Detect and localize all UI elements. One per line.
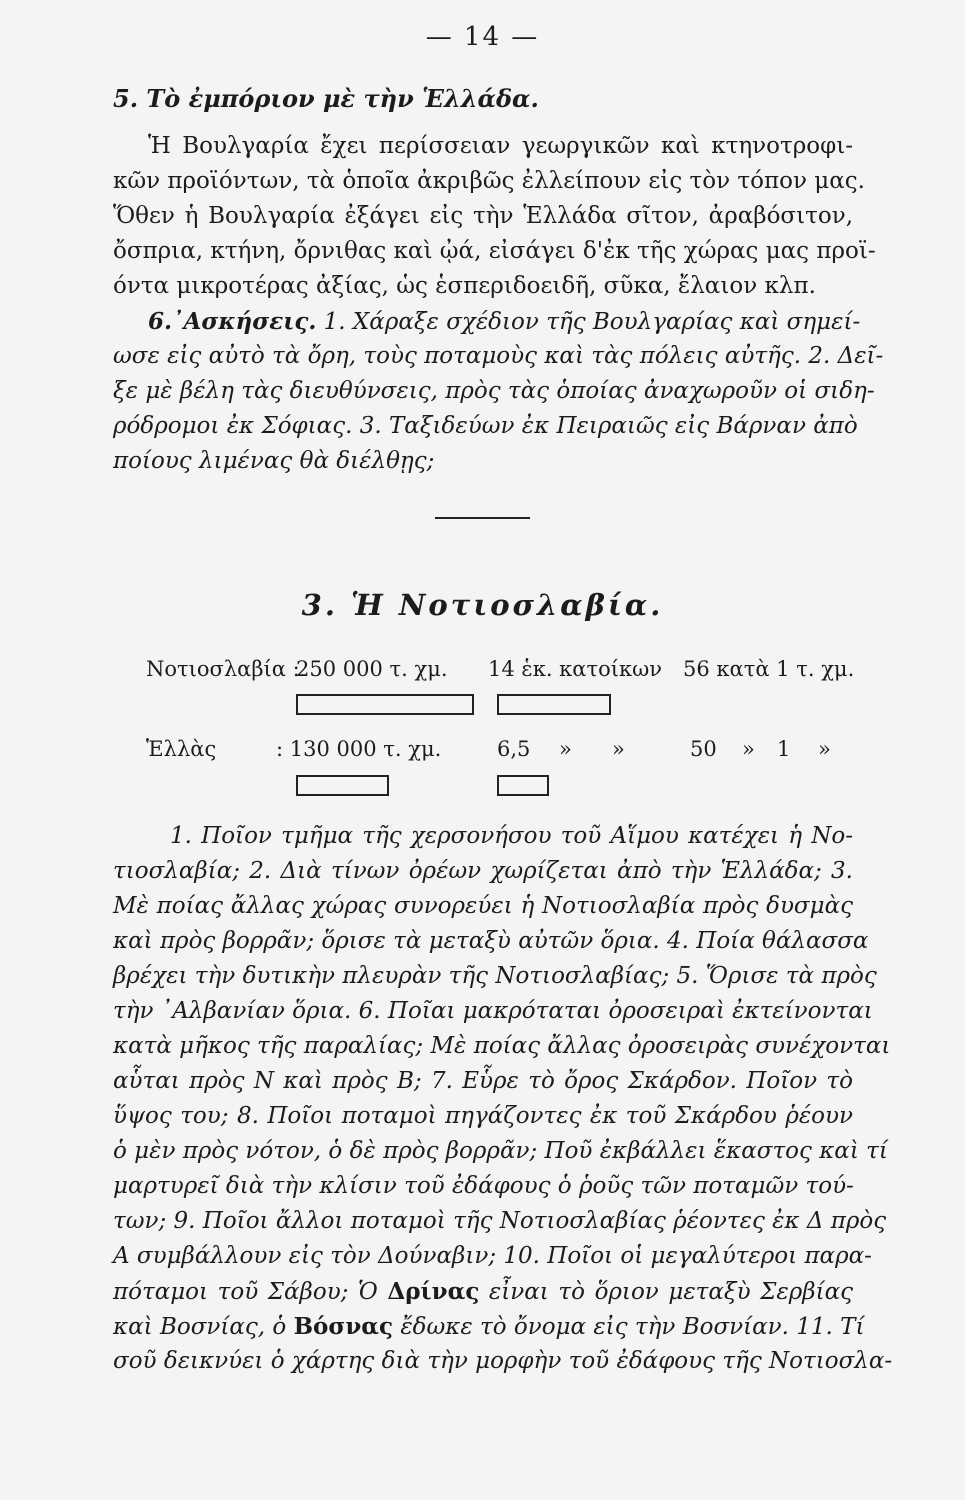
question-text: ἔδωκε τὸ ὄνομα εἰς τὴν Βοσνίαν. 11. Τί	[400, 1314, 865, 1340]
question-line: σοῦ δεικνύει ὁ χάρτης διὰ τὴν μορφὴν τοῦ ἐδάφους τῆς Νοτιοσλα-	[113, 1348, 893, 1374]
area-bar-yugoslavia	[296, 694, 474, 715]
population-greece: 6,5	[497, 737, 531, 761]
section-5-line: όντα μικροτέρας ἀξίας, ὡς ἑσπεριδοειδῆ, σῦκα, ἔλαιον κλπ.	[113, 273, 816, 299]
river-name-drinas: Δρίνας	[387, 1278, 480, 1305]
ditto-mark: »	[559, 737, 572, 761]
area-greece: : 130 000 τ. χμ.	[276, 737, 442, 761]
question-line: κατὰ μῆκος τῆς παραλίας; Μὲ ποίας ἄλλας ὀροσειρὰς συνέχονται	[113, 1033, 891, 1059]
population-yugoslavia	[488, 657, 662, 681]
question-line: των; 9. Ποῖοι ἄλλοι ποταμοὶ τῆς Νοτιοσλαβίας ῥέοντες ἐκ Δ πρὸς	[113, 1208, 887, 1234]
ditto-mark: »	[742, 737, 755, 761]
ditto-mark: »	[818, 737, 831, 761]
question-line: βρέχει τὴν δυτικὴν πλευρὰν τῆς Νοτιοσλαβίας; 5. Ὅρισε τὰ πρὸς	[113, 963, 877, 989]
question-text: καὶ Βοσνίας, ὁ	[113, 1314, 287, 1340]
question-line: μαρτυρεῖ διὰ τὴν κλίσιν τοῦ ἐδάφους ὁ ῥοῦς τῶν ποταμῶν τού-	[113, 1173, 854, 1199]
section-6-line: ωσε εἰς αὐτὸ τὰ ὄρη, τοὺς ποταμοὺς καὶ τὰς πόλεις αὐτῆς. 2. Δεῖ-	[113, 343, 884, 369]
ditto-mark: »	[612, 737, 625, 761]
area-yugoslavia: 250 000 τ. χμ.	[296, 657, 448, 681]
section-6-line: ποίους λιμένας θὰ διέλθῃς;	[113, 448, 435, 474]
population-bar-yugoslavia	[497, 694, 611, 715]
section-5-line: Ὅθεν ἡ Βουλγαρία ἐξάγει εἰς τὴν Ἑλλάδα σῖτον, ἀραβόσιτον,	[113, 203, 853, 229]
question-line: Α συμβάλλουν εἰς τὸν Δούναβιν; 10. Ποῖοι οἱ μεγαλύτεροι παρα-	[113, 1243, 872, 1269]
population-value: 14	[488, 657, 515, 681]
per-unit: 1	[777, 737, 791, 761]
question-line: καὶ πρὸς βορρᾶν; ὅρισε τὰ μεταξὺ αὐτῶν ὅρια. 4. Ποία θάλασσα	[113, 928, 869, 954]
section-6-first-line	[148, 308, 861, 335]
area-bar-greece	[296, 775, 389, 796]
country-greece: Ἑλλὰς	[146, 737, 217, 761]
density-yugoslavia	[683, 657, 854, 681]
question-line: ὕψος του; 8. Ποῖοι ποταμοὶ πηγάζοντες ἐκ τοῦ Σκάρδου ῥέουν	[113, 1103, 853, 1129]
density-unit: κατὰ 1 τ. χμ.	[716, 657, 855, 681]
section-5-line: ὄσπρια, κτήνη, ὄρνιθας καὶ ᾠά, εἰσάγει δ'ἐκ τῆς χώρας μας προϊ-	[113, 238, 876, 264]
section-6-line: ξε μὲ βέλη τὰς διευθύνσεις, πρὸς τὰς ὁποίας ἀναχωροῦν οἱ σιδη-	[113, 378, 875, 404]
question-line: τὴν ᾿Αλβανίαν ὅρια. 6. Ποῖαι μακρόταται ὀροσειραὶ ἐκτείνονται	[113, 998, 873, 1024]
section-divider	[435, 517, 530, 519]
question-line	[113, 1313, 865, 1340]
question-line: 1. Ποῖον τμῆμα τῆς χερσονήσου τοῦ Αἵμου κατέχει ἡ Νο-	[170, 823, 853, 849]
river-name-vosnas: Βόσνας	[293, 1313, 393, 1340]
question-line	[113, 1278, 853, 1305]
question-text: πόταμοι τοῦ Σάβου; Ὁ	[113, 1279, 378, 1305]
question-line: αὗται πρὸς Ν καὶ πρὸς Β; 7. Εὗρε τὸ ὄρος Σκάρδον. Ποῖον τὸ	[113, 1068, 853, 1094]
question-text: εἶναι τὸ ὅριον μεταξὺ Σερβίας	[488, 1279, 854, 1305]
question-line: Μὲ ποίας ἄλλας χώρας συνορεύει ἡ Νοτιοσλαβία πρὸς δυσμὰς	[113, 893, 853, 919]
exercise-1-text: 1. Χάραξε σχέδιον τῆς Βουλγαρίας καὶ σημεί-	[323, 309, 861, 335]
section-6-title: 6.᾿Ασκήσεις.	[148, 308, 317, 335]
density-value: 56	[683, 657, 710, 681]
section-6-line: ρόδρομοι ἐκ Σόφιας. 3. Ταξιδεύων ἐκ Πειραιῶς εἰς Βάρναν ἀπὸ	[113, 413, 858, 439]
chapter-title: 3. Ἡ Νοτιοσλαβία.	[301, 588, 664, 622]
country-yugoslavia: Νοτιοσλαβία :	[146, 657, 300, 681]
question-line: ὁ μὲν πρὸς νότον, ὁ δὲ πρὸς βορρᾶν; Ποῦ ἐκβάλλει ἕκαστος καὶ τί	[113, 1138, 888, 1164]
population-bar-greece	[497, 775, 549, 796]
population-unit: ἑκ. κατοίκων	[521, 657, 662, 681]
section-5-line: κῶν προϊόντων, τὰ ὁποῖα ἀκριβῶς ἐλλείπουν εἰς τὸν τόπον μας.	[113, 168, 865, 194]
section-5-title: 5. Τὸ ἐμπόριον μὲ τὴν Ἑλλάδα.	[113, 84, 539, 113]
page-number: — 14 —	[425, 22, 540, 52]
section-5-line: Ἡ Βουλγαρία ἔχει περίσσειαν γεωργικῶν καὶ κτηνοτροφι-	[148, 133, 853, 159]
question-line: τιοσλαβία; 2. Διὰ τίνων ὀρέων χωρίζεται ἀπὸ τὴν Ἑλλάδα; 3.	[113, 858, 853, 884]
density-greece: 50	[690, 737, 717, 761]
